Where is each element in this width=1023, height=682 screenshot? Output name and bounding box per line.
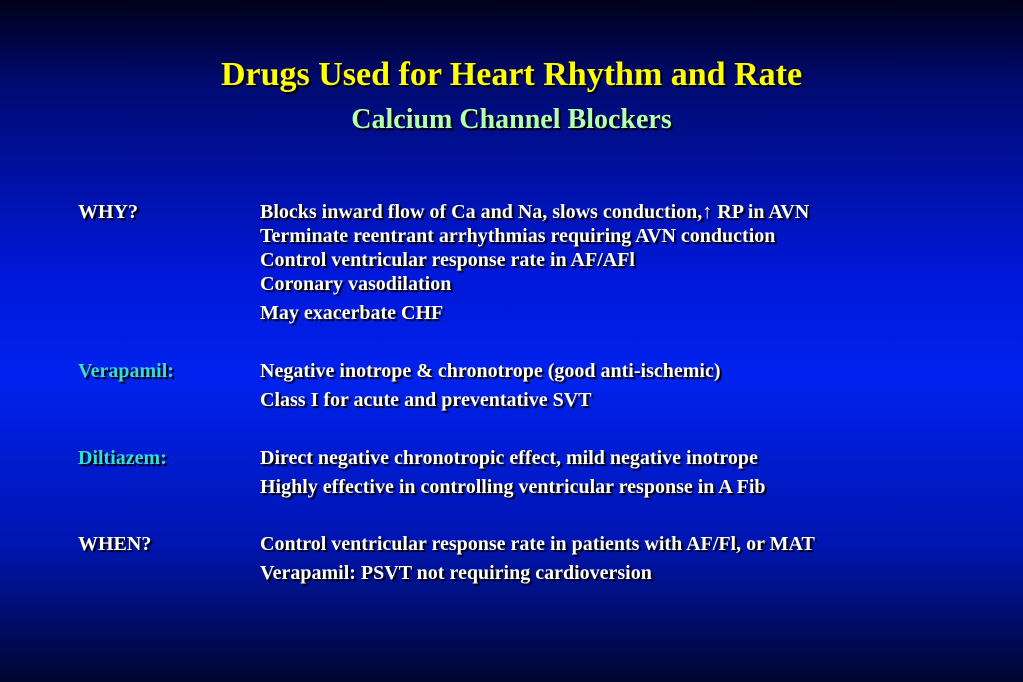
why-term: WHY? <box>78 201 138 223</box>
slide-title: Drugs Used for Heart Rhythm and Rate <box>220 56 803 93</box>
verapamil-row-2 <box>0 388 1023 412</box>
verapamil-line-2: Class I for acute and preventative SVT <box>260 389 592 411</box>
when-line-1: Control ventricular response rate in patients with AF/Fl, or MAT <box>260 533 815 555</box>
why-line-1: Blocks inward flow of Ca and Na, slows conduction,↑ RP in AVN <box>260 201 810 223</box>
diltiazem-line-1: Direct negative chronotropic effect, mild negative inotrope <box>260 447 758 469</box>
when-row-1 <box>0 532 1023 556</box>
diltiazem-term: Diltiazem: <box>78 447 167 469</box>
why-row-1 <box>0 200 1023 224</box>
slide-subtitle: Calcium Channel Blockers <box>351 104 672 135</box>
why-row-5 <box>0 301 1023 325</box>
diltiazem-line-2: Highly effective in controlling ventricular response in A Fib <box>260 476 766 498</box>
why-line-3: Control ventricular response rate in AF/AFl <box>260 249 635 271</box>
why-line-5: May exacerbate CHF <box>260 302 444 324</box>
verapamil-term: Verapamil: <box>78 360 174 382</box>
verapamil-line-1: Negative inotrope & chronotrope (good anti-ischemic) <box>260 360 721 382</box>
why-row-4 <box>0 272 1023 296</box>
why-line-2: Terminate reentrant arrhythmias requiring AVN conduction <box>260 225 776 247</box>
diltiazem-row-2 <box>0 475 1023 499</box>
why-row-2 <box>0 224 1023 248</box>
when-line-2: Verapamil: PSVT not requiring cardioversion <box>260 562 652 584</box>
when-term: WHEN? <box>78 533 152 555</box>
why-line-4: Coronary vasodilation <box>260 273 452 295</box>
when-row-2 <box>0 561 1023 585</box>
why-row-3 <box>0 248 1023 272</box>
verapamil-row-1 <box>0 359 1023 383</box>
diltiazem-row-1 <box>0 446 1023 470</box>
